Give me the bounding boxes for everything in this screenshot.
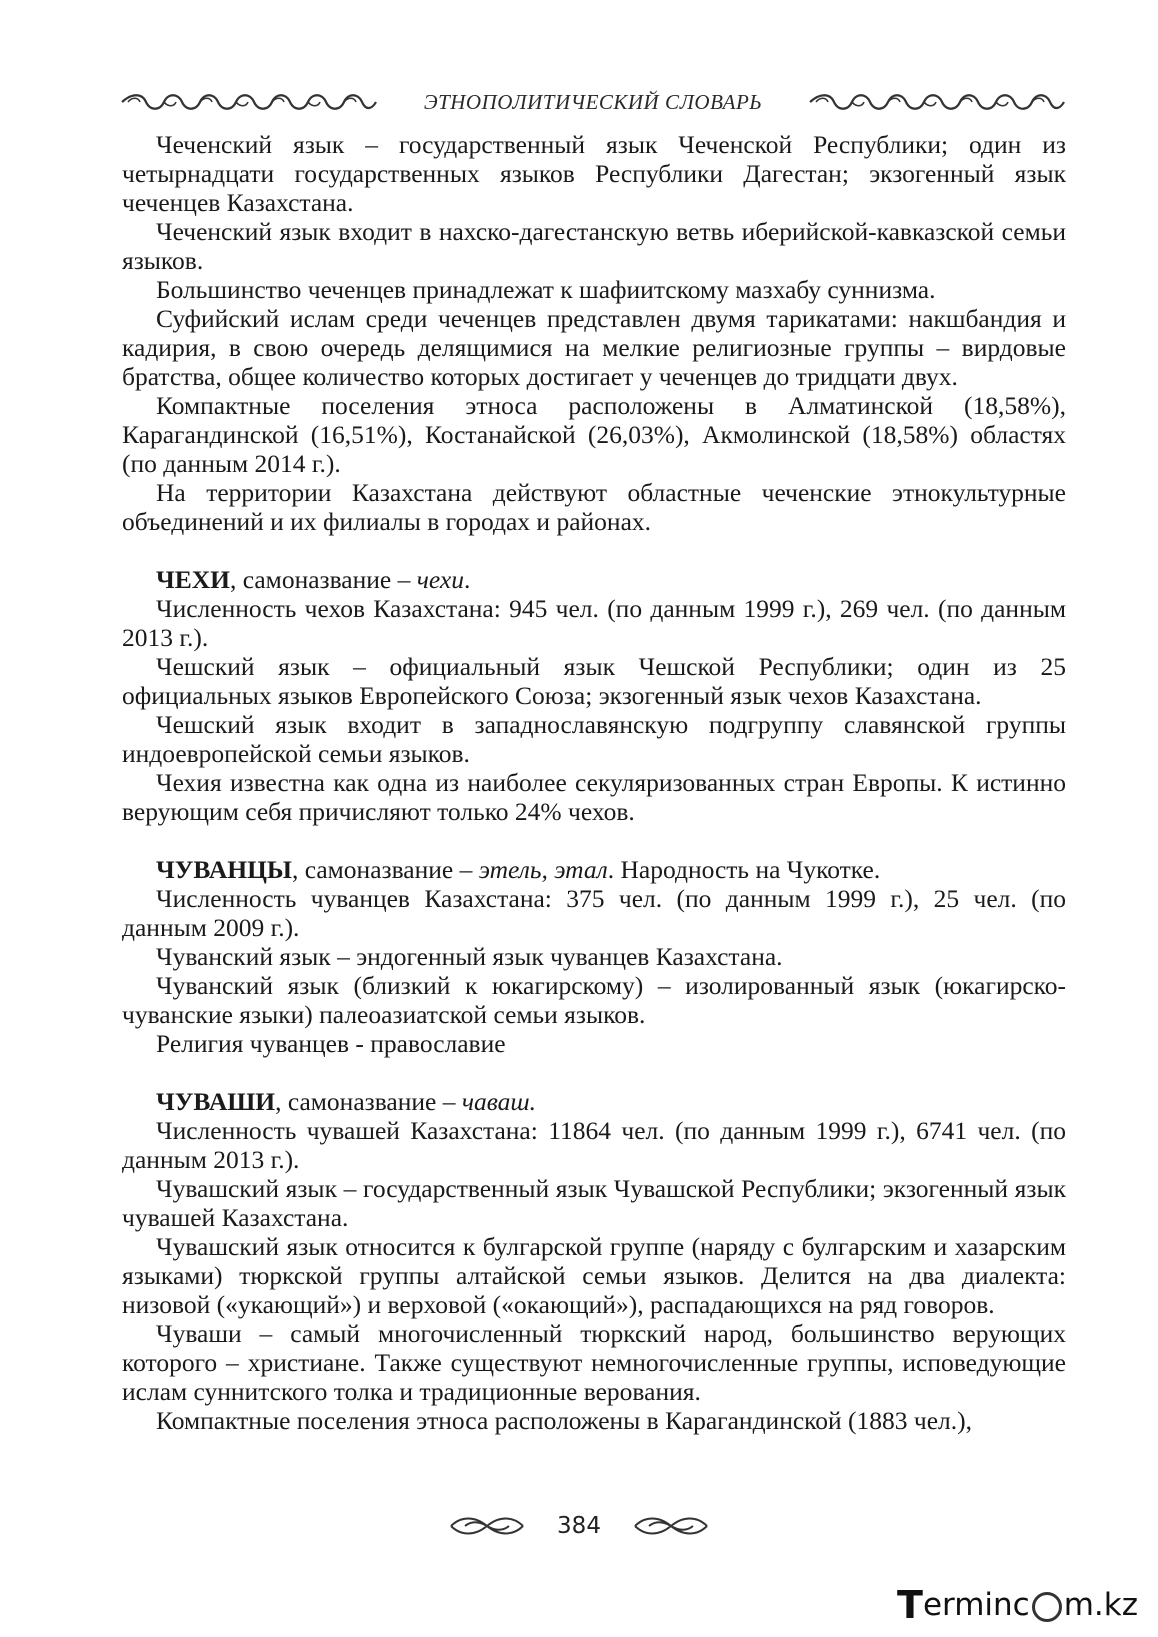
article-body	[122, 130, 1066, 1435]
watermark-text-part1: erminc	[922, 1587, 1030, 1623]
paragraph: Большинство чеченцев принадлежат к шафиитскому мазхабу суннизма.	[156, 275, 936, 304]
entry-tail: . Народность на Чукотке.	[607, 855, 881, 884]
page-number: 384	[557, 1513, 601, 1539]
entry-lead: , самоназвание –	[291, 855, 479, 884]
entry-heading	[122, 565, 1066, 594]
paragraph: Чеченский язык входит в нахско-дагестанскую ветвь иберийской-кавказской семьи языков.	[122, 217, 1066, 275]
paragraph: Численность чуванцев Казахстана: 375 чел. (по данным 1999 г.), 25 чел. (по данным 2009 г.).	[122, 884, 1066, 942]
paragraph: Чуванский язык (близкий к юкагирскому) – изолированный язык (юкагирско-чуванские языки) палеоазиатской семьи языков.	[122, 971, 1066, 1029]
paragraph: Чуванский язык – эндогенный язык чуванцев Казахстана.	[156, 942, 783, 971]
paragraph: На территории Казахстана действуют областные чеченские этнокультурные объединений и их филиалы в городах и районах.	[122, 478, 1066, 536]
entry-lead: , самоназвание –	[275, 1087, 462, 1116]
paragraph: Религия чуванцев - православие	[156, 1029, 506, 1058]
paragraph: Чешский язык – официальный язык Чешской Республики; один из 25 официальных языков Европейского Союза; экзогенный язык чехов Казахстана.	[122, 652, 1066, 710]
paragraph: Суфийский ислам среди чеченцев представлен двумя тарикатами: накшбандия и кадирия, в свою очередь делящимися на мелкие религиозные группы – вирдовые братства, общее количество которых достигает у чеченцев до тридцати двух.	[122, 304, 1066, 391]
paragraph: Численность чувашей Казахстана: 11864 чел. (по данным 1999 г.), 6741 чел. (по данным 2013 г.).	[122, 1116, 1066, 1174]
paragraph: Чехия известна как одна из наиболее секуляризованных стран Европы. К истинно верующим себя причисляют только 24% чехов.	[122, 768, 1066, 826]
paragraph: Компактные поселения этноса расположены в Карагандинской (1883 чел.),	[156, 1406, 972, 1435]
entry-headword: ЧУВАШИ	[156, 1087, 276, 1116]
scroll-ornament-left-icon	[120, 91, 378, 113]
watermark-text-part2: m.kz	[1063, 1587, 1138, 1623]
paragraph: Компактные поселения этноса расположены в Алматинской (18,58%), Карагандинской (16,51%), Костанайской (26,03%), Акмолинской (18,58%) областях (по данным 2014 г.).	[122, 391, 1066, 478]
entry-headword: ЧУВАНЦЫ	[156, 855, 292, 884]
paragraph: Чувашский язык – государственный язык Чувашской Республики; экзогенный язык чувашей Казахстана.	[122, 1174, 1066, 1232]
paragraph: Чувашский язык относится к булгарской группе (наряду с булгарским и хазарским языками) тюркской группы алтайской семьи языков. Делится на два диалекта: низовой («укающий») и верховой («окающий»), распадающихся на ряд говоров.	[122, 1232, 1066, 1319]
watermark-initial: T	[897, 1583, 923, 1627]
header-title: ЭТНОПОЛИТИЧЕСКИЙ СЛОВАРЬ	[423, 89, 763, 114]
entry-selfname: чаваш.	[461, 1087, 537, 1116]
paragraph: Чуваши – самый многочисленный тюркский народ, большинство верующих которого – христиане. Также существуют немногочисленные группы, исповедующие ислам суннитского толка и традиционные верования.	[122, 1319, 1066, 1406]
entry-tail: .	[463, 565, 471, 594]
running-header	[120, 84, 1066, 120]
paragraph: Численность чехов Казахстана: 945 чел. (по данным 1999 г.), 269 чел. (по данным 2013 г.).	[122, 594, 1066, 652]
entry-heading	[122, 1087, 1066, 1116]
entry-selfname: этель, этал	[478, 855, 608, 884]
entry-lead: , самоназвание –	[229, 565, 417, 594]
watermark-logo	[897, 1583, 1138, 1627]
entry-selfname: чехи	[416, 565, 464, 594]
paragraph: Чешский язык входит в западнославянскую подгруппу славянской группы индоевропейской семьи языков.	[122, 710, 1066, 768]
entry-heading	[122, 855, 1066, 884]
scroll-ornament-right-icon	[808, 91, 1066, 113]
entry-headword: ЧЕХИ	[156, 565, 230, 594]
flourish-ornament-left-icon	[447, 1514, 527, 1538]
page-footer	[0, 1508, 1158, 1544]
paragraph: Чеченский язык – государственный язык Чеченской Республики; один из четырнадцати государственных языков Республики Дагестан; экзогенный язык чеченцев Казахстана.	[122, 130, 1066, 217]
magnifier-icon	[1032, 1592, 1062, 1622]
flourish-ornament-right-icon	[631, 1514, 711, 1538]
